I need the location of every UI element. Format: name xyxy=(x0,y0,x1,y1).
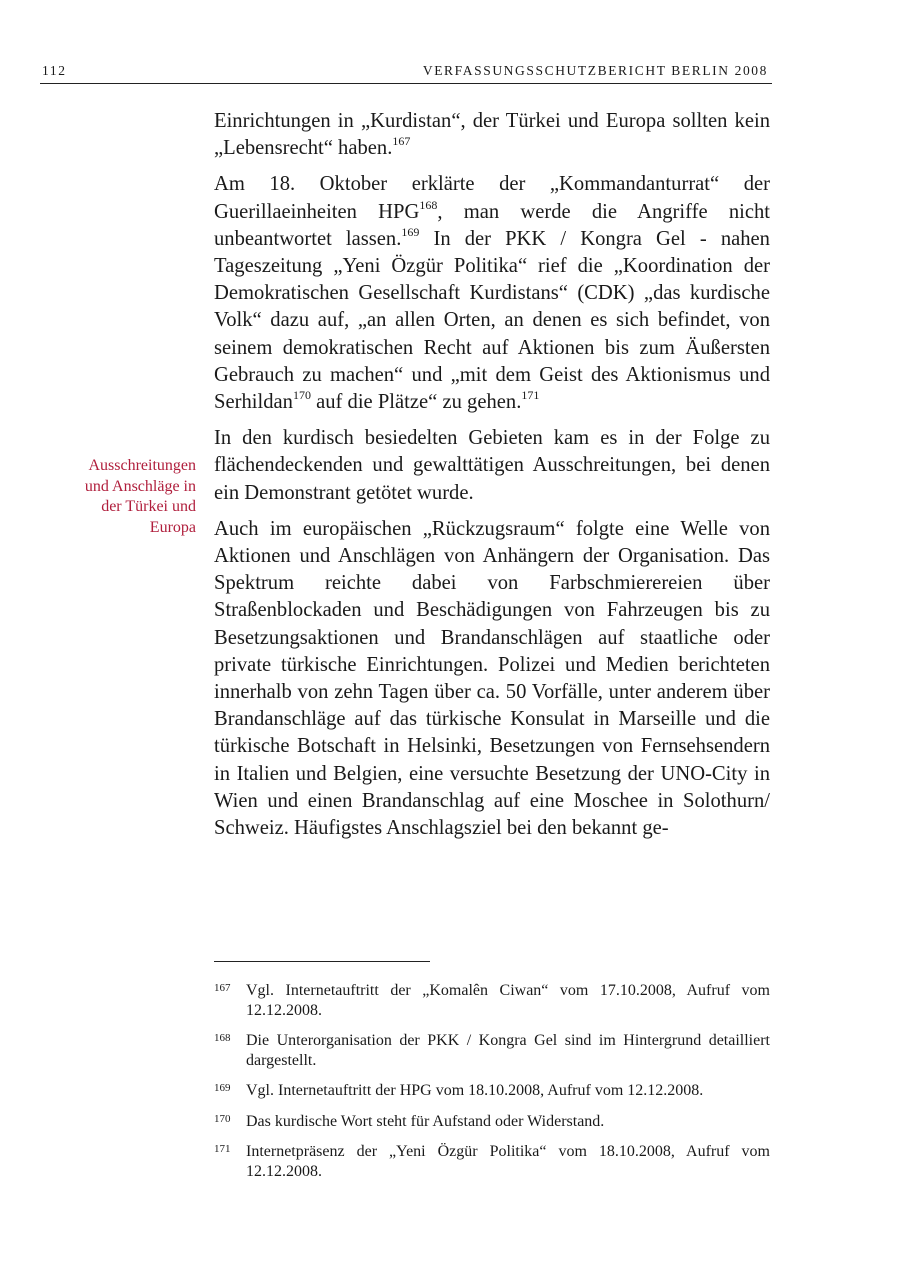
header-title: VERFASSUNGSSCHUTZBERICHT BERLIN 2008 xyxy=(422,63,768,78)
paragraph-4: Auch im europäischen „Rückzugsraum“ folgte eine Welle von Aktionen und Anschlägen von Anhängern der Organisation. Das Spektrum reichte dabei von Farbschmierereien über Straßenblockaden und Beschädigungen von Fahrzeugen bis zu Besetzungsaktionen und Brandanschlägen auf staatliche oder private türkische Einrichtungen. Polizei und Medien berichteten innerhalb von zehn Tagen über ca. 50 Vorfälle, unter anderem über Brandanschläge auf das türkische Konsulat in Marseille und die türkische Botschaft in Helsinki, Besetzungen von Fernsehsendern in Italien und Belgien, eine versuchte Besetzung der UNO-City in Wien und einen Brandanschlag auf eine Moschee in Solothurn/ Schweiz. Häufigstes Anschlagsziel bei den bekannt ge- xyxy=(214,517,770,840)
paragraph-text: Einrichtungen in „Kurdistan“, der Türkei und Europa sollten kein „Lebensrecht“ haben. xyxy=(214,110,770,160)
footnote-number: 170 xyxy=(214,1112,231,1125)
margin-note xyxy=(52,456,196,538)
footnote-ref-170[interactable]: 170 xyxy=(292,388,311,403)
footnote-text: Internetpräsenz der „Yeni Özgür Politika“ vom 18.10.2008, Aufruf vom 12.12.2008. xyxy=(246,1143,770,1180)
paragraph-text: auf die Plätze“ zu gehen. xyxy=(310,391,522,414)
footnote-167 xyxy=(214,981,770,1020)
paragraph-text: Am 18. Oktober erklärte der „Kommandanturrat“ der Guerillaeinheiten HPG xyxy=(214,173,770,223)
footnote-ref-169[interactable]: 169 xyxy=(401,224,420,239)
footnotes xyxy=(214,981,770,1192)
footnote-ref-171[interactable]: 171 xyxy=(521,388,540,403)
footnote-170 xyxy=(214,1112,770,1132)
paragraph-2 xyxy=(214,171,770,416)
paragraph-text: , man werde die Angriffe nicht unbeantwortet lassen. xyxy=(214,200,771,250)
footnote-text: Die Unterorganisation der PKK / Kongra Gel sind im Hintergrund detailliert dargestellt. xyxy=(246,1032,770,1069)
footnote-number: 171 xyxy=(214,1143,231,1155)
margin-note-line: der Türkei und xyxy=(101,498,196,515)
footnote-168 xyxy=(214,1031,770,1070)
running-header xyxy=(40,63,772,84)
margin-note-line: Europa xyxy=(149,518,196,536)
footnote-171 xyxy=(214,1142,770,1181)
footnote-text: Vgl. Internetauftritt der „Komalên Ciwan“ vom 17.10.2008, Aufruf vom 12.12.2008. xyxy=(246,982,770,1019)
footnote-number: 168 xyxy=(214,1032,231,1044)
margin-note-line: und Anschläge in xyxy=(84,477,196,495)
page-number: 112 xyxy=(42,63,67,78)
footnote-text: Vgl. Internetauftritt der HPG vom 18.10.2008, Aufruf vom 12.12.2008. xyxy=(246,1082,704,1099)
footnote-ref-167[interactable]: 167 xyxy=(392,134,411,149)
paragraph-3: In den kurdisch besiedelten Gebieten kam es in der Folge zu flächendeckenden und gewalttätigen Ausschreitungen, bei denen ein Demonstrant getötet wurde. xyxy=(214,427,770,504)
paragraph-1 xyxy=(214,108,770,162)
footnote-number: 167 xyxy=(214,982,231,994)
footnote-text: Das kurdische Wort steht für Aufstand oder Widerstand. xyxy=(246,1112,605,1130)
body-text xyxy=(214,108,770,851)
footnote-ref-168[interactable]: 168 xyxy=(419,197,438,212)
footnote-169 xyxy=(214,1081,770,1101)
margin-note-line: Ausschreitungen xyxy=(88,457,196,474)
paragraph-text: In der PKK / Kongra Gel - nahen Tageszeitung „Yeni Özgür Politika“ rief die „Koordination der Demokratischen Gesellschaft Kurdistans“ (CDK) „das kurdische Volk“ dazu auf, „an allen Orten, an denen es sich befindet, von seinem demokratischen Recht auf Aktionen bis zum Äußersten Gebrauch zu machen“ und „mit dem Geist des Aktionismus und Serhildan xyxy=(214,227,770,414)
footnote-separator xyxy=(214,961,430,962)
footnote-number: 169 xyxy=(214,1082,231,1094)
